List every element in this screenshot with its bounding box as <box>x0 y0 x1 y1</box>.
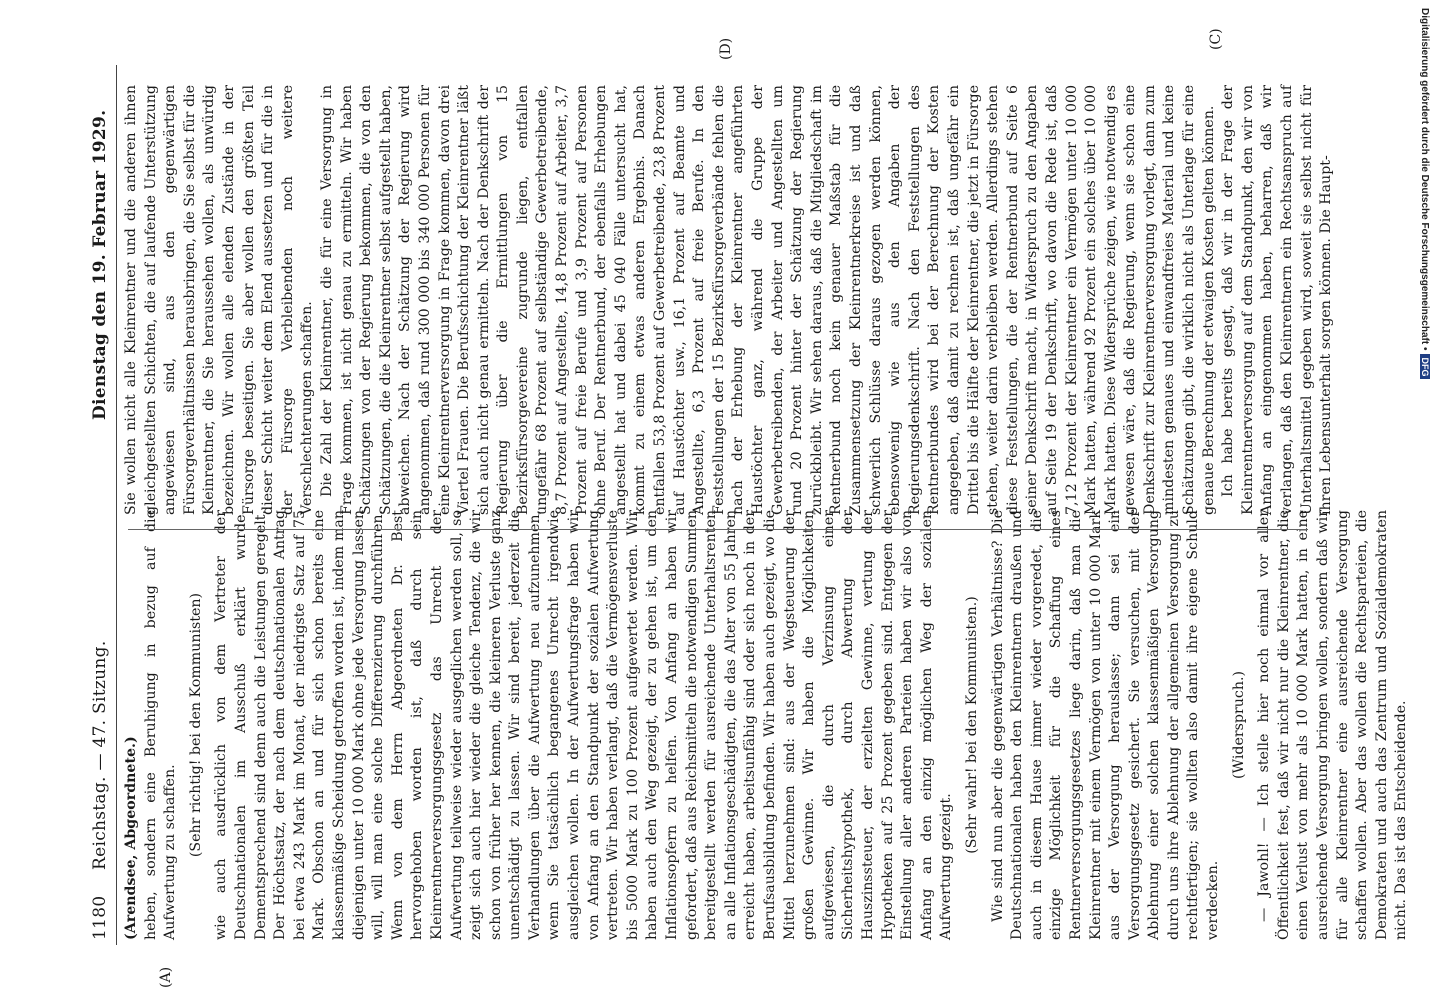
interjection: (Widerspruch.) <box>1230 670 1247 780</box>
left-column <box>122 510 1410 940</box>
paragraph: Wie sind nun aber die gegenwärtigen Verhältnisse? Die Deutschnationalen haben den Kleinrentnern draußen und auch in diesem Hause immer wieder vorgeredet, die einzige Möglichkeit für die Schaffung eines Rentnerversorgungsgesetzes liege darin, daß man die Kleinrentner mit einem Vermögen von unter 10 000 Mark aus der Versorgung herauslasse; dann sei ein Versorgungsgesetz gesichert. Sie versuchen, mit der Ablehnung einer solchen klassenmäßigen Versorgung durch uns ihre Ablehnung der allgemeinen Versorgung zu rechtfertigen; sie wollten also damit ihre eigene Schuld verdecken. <box>989 510 1222 940</box>
dfg-logo-icon: DFG <box>1420 354 1430 379</box>
margin-marker-d: (D) <box>718 37 734 60</box>
rotated-document-page <box>88 0 1410 1000</box>
interjection: (Sehr richtig! bei den Kommunisten) <box>187 592 204 858</box>
page-number: 1180 <box>90 895 110 940</box>
paragraph: Sie wollen nicht alle Kleinrentner und die anderen ihnen gleichgestellten Schichten, die auf laufende Unterstützung angewiesen sind, aus den gegenwärtigen Fürsorgeverhältnissen herausbringen, die Sie selbst für die Kleinrentner, die Sie heraussehen wollen, als unwürdig bezeichnen. Wir wollen alle elenden Zustände in der Fürsorge beseitigen. Sie aber wollen den größten Teil dieser Schicht weiter dem Elend aussetzen und für die in der Fürsorge Verbleibenden noch weitere Verschlechterungen schaffen. <box>123 85 316 515</box>
margin-marker-c: (C) <box>1208 28 1224 50</box>
credit-text: Digitalisierung gefördert durch die Deutsche Forschungsgemeinschaft • <box>1419 8 1430 351</box>
paragraph: — Jawohl! — Ich stelle hier noch einmal vor aller Öffentlichkeit fest, daß wir nicht nur die Kleinrentner, die einen Verlust von mehr als 10 000 Mark hatten, in eine ausreichende Versorgung bringen wollen, sondern daß wir für alle Kleinrentner eine ausreichende Versorgung schaffen wollen. Aber das wollen die Rechtsparteien, die Demokraten und auch das Zentrum und Sozialdemokraten nicht. Das ist das Entscheidende. <box>1256 510 1410 940</box>
paragraph: wie auch ausdrücklich von dem Vertreter der Deutschnationalen im Ausschuß erklärt wurde. Dementsprechend sind denn auch die Leistungen geregelt. Der Höchstsatz, der nach dem deutschnationalen Antrag bei etwa 243 Mark im Monat, der niedrigste Satz auf 75 Mark. Obschon an und für sich schon bereits eine klassenmäßige Scheidung getroffen worden ist, indem man diejenigen unter 10 000 Mark ohne jede Versorgung lassen will, will man eine solche Differenzierung durchführen. Wenn von dem Herrn Abgeordneten Dr. Best hervorgehoben worden ist, daß durch sein Kleinrentnerversorgungsgesetz das Unrecht der Aufwertung teilweise wieder ausgeglichen werden soll, so zeigt sich auch hier wieder die gleiche Tendenz, die wir schon von früher her kennen, die kleineren Verluste ganz unentschädigt zu lassen. Wir sind bereit, jederzeit die Verhandlungen über die Aufwertung neu aufzunehmen, wenn Sie tatsächlich begangenes Unrecht irgendwie ausgleichen wollen. In der Aufwertungsfrage haben wir von Anfang an den Standpunkt der sozialen Aufwertung vertreten. Wir haben verlangt, daß die Vermögensverluste bis 5000 Mark zu 100 Prozent aufgewertet werden. Wir haben auch den Weg gezeigt, der zu gehen ist, um den Inflationsopfern zu helfen. Von Anfang an haben wir gefordert, daß aus Reichsmitteln die notwendigen Summen bereitgestellt werden für ausreichende Unterhaltsrenten an alle Inflationsgeschädigten, die das Alter von 55 Jahren erreicht haben, arbeitsunfähig sind oder sich noch in der Berufsausbildung befinden. Wir haben auch gezeigt, wo die Mittel herzunehmen sind: aus der Wegsteuerung der großen Gewinne. Wir haben die Möglichkeiten aufgewiesen, die durch Verzinsung einer Sicherheitshypothek, durch Abwertung der Hauszinssteuer, der erzielten Gewinne, vertung der Hypotheken auf 25 Prozent gegeben sind. Entgegen der Einstellung aller anderen Parteien haben wir also von Anfang an den einzig möglichen Weg der sozialen Aufwertung gezeigt. <box>213 510 955 940</box>
dfg-credit <box>1416 8 1430 608</box>
right-column <box>122 85 1335 515</box>
page-header <box>90 90 116 940</box>
header-rule <box>116 65 117 945</box>
dfg-credit-text <box>1419 8 1430 379</box>
header-title: Reichstag. — 47. Sitzung. <box>90 640 110 870</box>
header-date-text: Dienstag den 19. Februar 1929. <box>90 109 110 420</box>
speaker-line: (Arendsee, Abgeordnete.) <box>123 736 139 940</box>
paragraph: Die Zahl der Kleinrentner, die für eine Versorgung in Frage kommen, ist nicht genau zu ermitteln. Wir haben Schätzungen von der Regierung bekommen, die von den Schätzungen, die die Kleinrentner selbst aufgestellt haben, abweichen. Nach der Schätzung der Regierung wird angenommen, daß rund 300 000 bis 340 000 Personen für eine Kleinrentnerversorgung in Frage kommen, davon drei Viertel Frauen. Die Berufsschichtung der Kleinrentner läßt sich auch nicht genau ermitteln. Nach der Denkschrift der Regierung über die Ermittlungen von 15 Bezirksfürsorgevereine zugrunde liegen, entfallen ungefähr 68 Prozent auf selbständige Gewerbetreibende, 8,7 Prozent auf Angestellte, 14,8 Prozent auf Arbeiter, 3,7 Prozent auf freie Berufe und 3,9 Prozent auf Personen ohne Beruf. Der Rentnerbund, der ebenfalls Erhebungen angestellt hat und dabei 45 040 Fälle untersucht hat, kommt zu einem etwas anderen Ergebnis. Danach entfallen 53,8 Prozent auf Gewerbetreibende, 23,8 Prozent auf Haustöchter usw., 16,1 Prozent auf Beamte und Angestellte, 6,3 Prozent auf freie Berufe. In den Feststellungen der 15 Bezirksfürsorgeverbände fehlen die nach der Erhebung der Kleinrentner angeführten Haustöchter ganz, während die Gruppe der Gewerbetreibenden, der Arbeiter und Angestellten um rund 20 Prozent hinter der Schätzung der Regierung zurückbleibt. Wir sehen daraus, daß die Mitgliedschaft im Rentnerbund noch kein genauer Maßstab für die Zusammensetzung der Kleinrentnerkreise ist und daß schwerlich Schlüsse daraus gezogen werden können, ebensowenig wie aus den Angaben der Regierungsdenkschrift. Nach den Feststellungen des Rentnerbundes wird bei der Berechnung der Kosten angegeben, daß damit zu rechnen ist, daß ungefähr ein Drittel bis die Hälfte der Kleinrentner, die jetzt in Fürsorge stehen, weiter darin verbleiben werden. Allerdings stehen diese Feststellungen, die der Rentnerbund auf Seite 6 seiner Denkschrift macht, in Widerspruch zu den Angaben auf Seite 19 der Denkschrift, wo davon die Rede ist, daß 7,12 Prozent der Kleinrentner ein Vermögen unter 10 000 Mark hatten, während 92 Prozent ein solches über 10 000 Mark hatten. Diese Widersprüche zeigen, wie notwendig es gewesen wäre, daß die Regierung, wenn sie schon eine Denkschrift zur Kleinrentnerversorgung vorlegt, dann zum mindesten genaues und einwandfreies Material und keine Schätzungen gibt, die wirklich nicht als Unterlage für eine genaue Berechnung der etwaigen Kosten gelten können. <box>318 85 1217 515</box>
interjection: (Sehr wahr! bei den Kommunisten.) <box>963 596 980 854</box>
paragraph: Ich habe bereits gesagt, daß wir in der Frage der Kleinrentnerversorgung auf dem Standpunkt, den wir von Anfang an eingenommen haben, beharren, daß wir verlangen, daß den Kleinrentnern ein Rechtsanspruch auf Unterhaltsmittel gegeben wird, soweit sie selbst nicht für ihren Lebensunterhalt sorgen können. Die Haupt- <box>1220 85 1335 515</box>
paragraph: heben, sondern eine Beruhigung in bezug auf die Aufwertung zu schaffen. <box>142 510 179 940</box>
column-divider <box>128 529 1308 530</box>
margin-marker-a: (A) <box>158 966 174 988</box>
header-date <box>90 110 110 420</box>
